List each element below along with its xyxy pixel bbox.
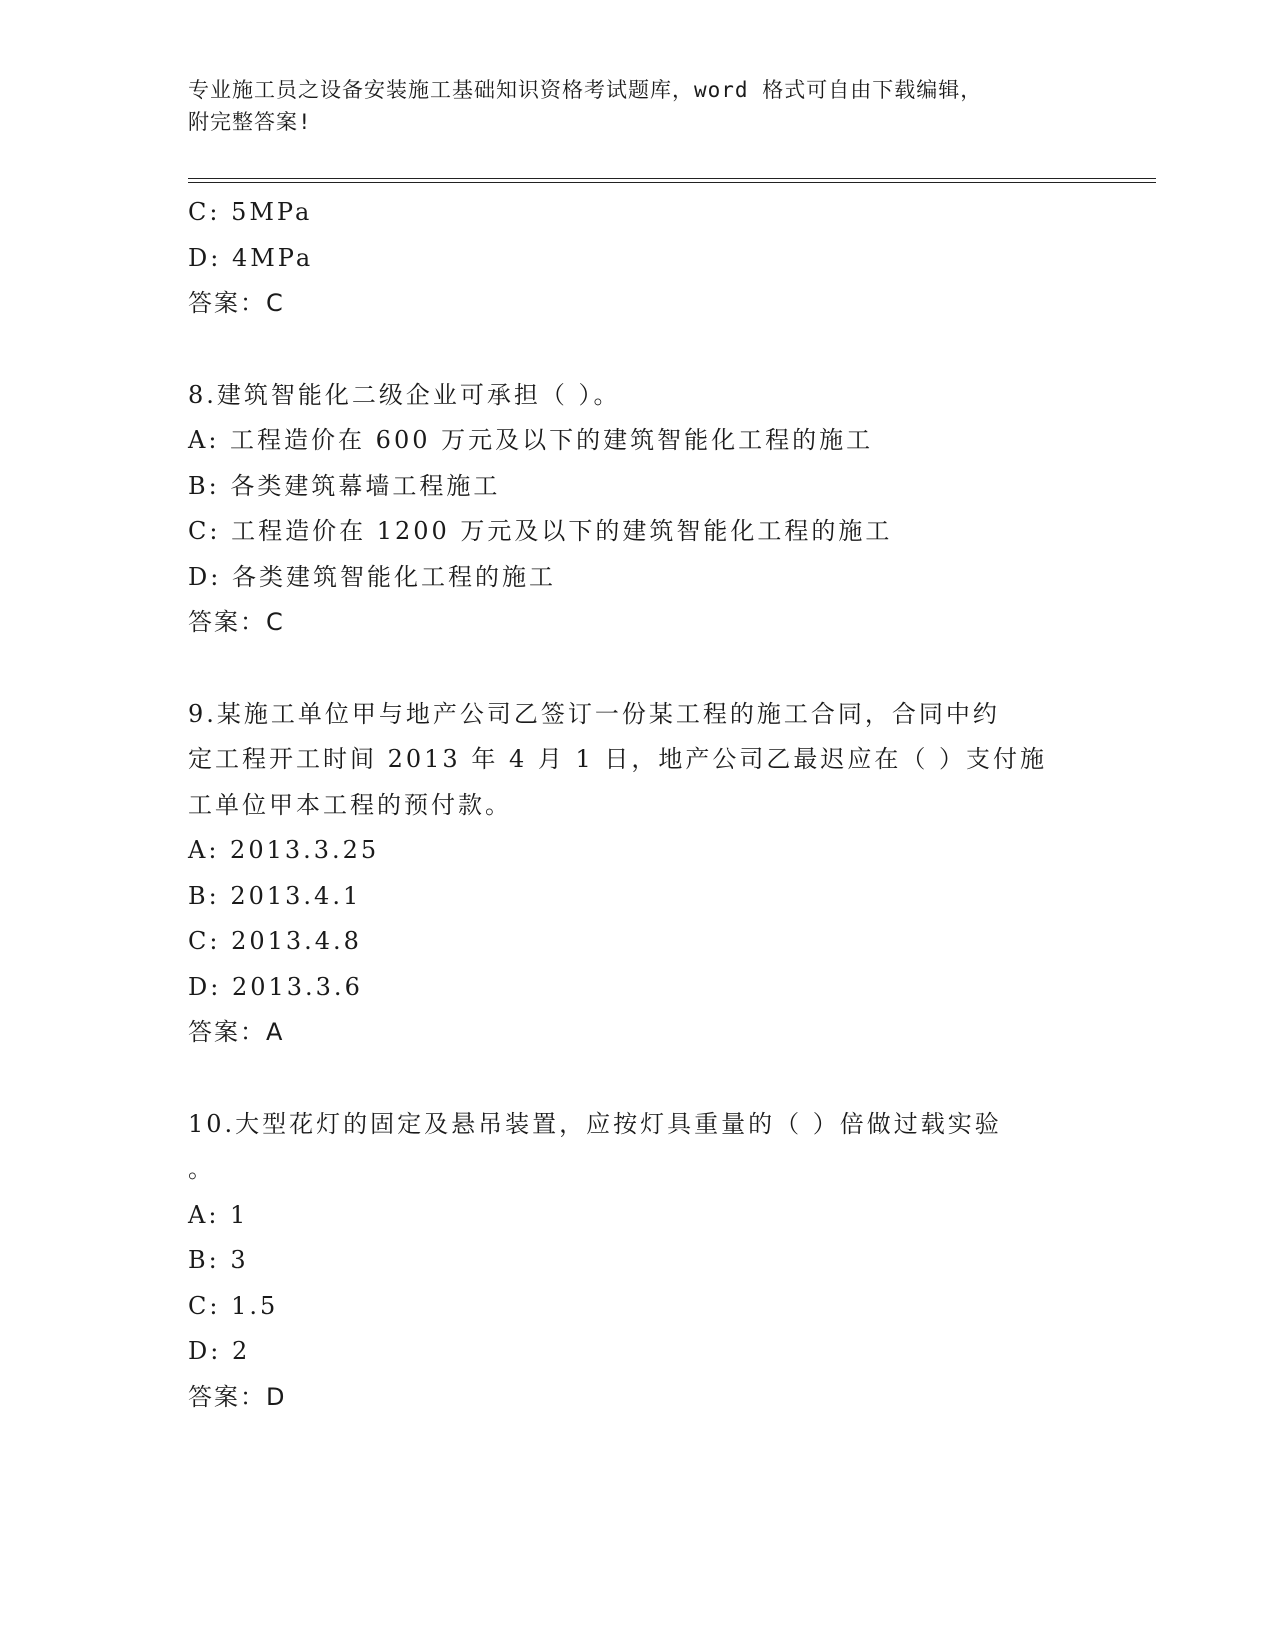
q10-option-a: A: 1 <box>188 1200 249 1229</box>
q10-option-c: C: 1.5 <box>188 1291 279 1320</box>
q10-question-line-2: 。 <box>188 1155 215 1183</box>
q8-answer: 答案：C <box>188 608 285 636</box>
q9-answer: 答案：A <box>188 1018 285 1046</box>
page-header <box>188 74 1088 138</box>
q7-option-d: D: 4MPa <box>188 243 314 272</box>
q9-option-d: D: 2013.3.6 <box>188 972 363 1001</box>
q9-question-line-1: 9.某施工单位甲与地产公司乙签订一份某工程的施工合同，合同中约 <box>188 699 1000 728</box>
q8-option-b: B: 各类建筑幕墙工程施工 <box>188 471 501 500</box>
q8-question: 8.建筑智能化二级企业可承担（ ）。 <box>188 380 621 409</box>
q9-question-line-3: 工单位甲本工程的预付款。 <box>188 790 512 819</box>
q10-option-b: B: 3 <box>188 1246 249 1274</box>
header-line-1: 专业施工员之设备安装施工基础知识资格考试题库，word 格式可自由下载编辑， <box>188 78 983 102</box>
header-line-2: 附完整答案! <box>188 110 312 134</box>
q9-option-a: A: 2013.3.25 <box>188 836 380 864</box>
q9-option-b: B: 2013.4.1 <box>188 881 362 910</box>
spacer <box>188 1056 1088 1102</box>
question-9 <box>188 692 1088 1056</box>
document-body <box>188 190 1088 1420</box>
q10-question-line-1: 10.大型花灯的固定及悬吊装置，应按灯具重量的（ ）倍做过载实验 <box>188 1109 1002 1138</box>
q7-answer: 答案：C <box>188 289 285 317</box>
header-divider <box>188 178 1156 183</box>
q9-question-line-2: 定工程开工时间 2013 年 4 月 1 日，地产公司乙最迟应在（ ）支付施 <box>188 745 1048 773</box>
spacer <box>188 327 1088 373</box>
q10-option-d: D: 2 <box>188 1337 251 1365</box>
q8-option-d: D: 各类建筑智能化工程的施工 <box>188 562 556 591</box>
q10-answer: 答案：D <box>188 1382 287 1411</box>
question-7-tail <box>188 190 1088 327</box>
question-8 <box>188 373 1088 646</box>
q8-option-a: A: 工程造价在 600 万元及以下的建筑智能化工程的施工 <box>188 426 874 454</box>
q7-option-c: C: 5MPa <box>188 198 313 226</box>
q8-option-c: C: 工程造价在 1200 万元及以下的建筑智能化工程的施工 <box>188 517 893 545</box>
question-10 <box>188 1102 1088 1421</box>
spacer <box>188 646 1088 692</box>
q9-option-c: C: 2013.4.8 <box>188 927 362 955</box>
